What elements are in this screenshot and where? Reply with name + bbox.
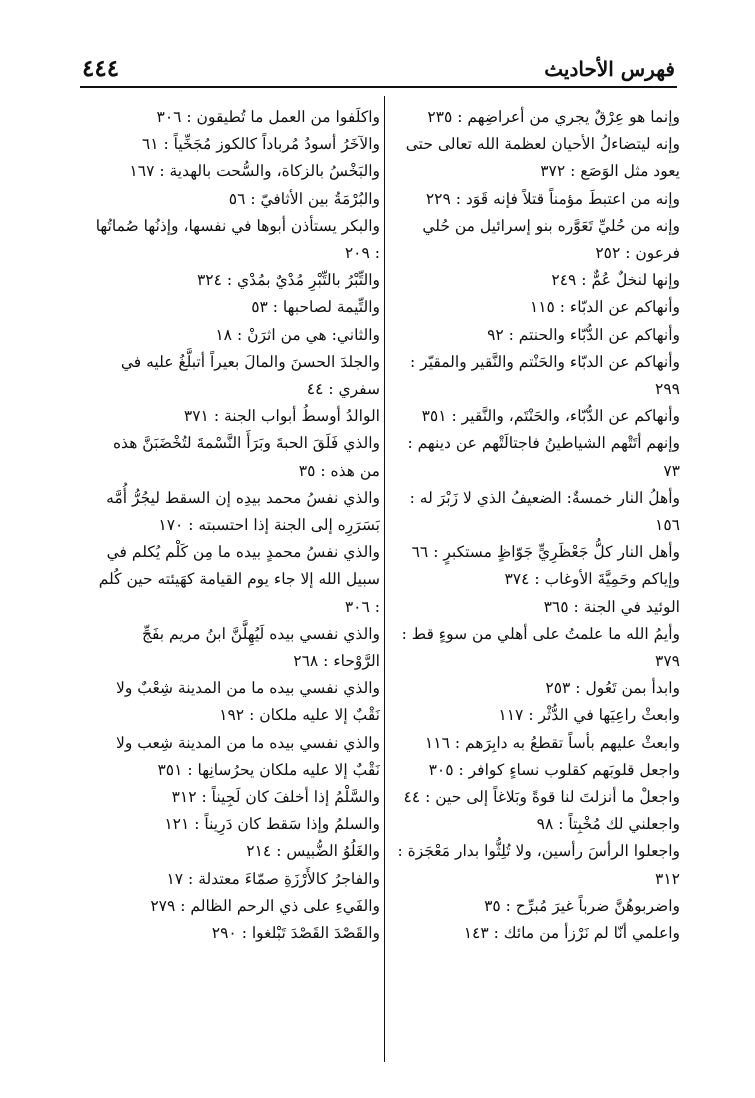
index-entry: واكلَفوا من العمل ما تُطيقون : ٣٠٦ (156, 108, 380, 126)
index-entry: وأهلُ النار خمسةٌ: الضعيفُ الذي لا زَبْرَ له : ١٥٦ (409, 488, 680, 535)
index-entry: وابدأ بمن تَعُول : ٢٥٣ (545, 679, 680, 698)
index-entry: واجعلني لك مُخْبِتاً : ٩٨ (536, 815, 680, 834)
index-entry: والقَصْدَ القَصْدَ تَبْلغوا : ٢٩٠ (211, 924, 380, 943)
header-rule (80, 86, 677, 88)
index-entry: وإنه من حُليِّ تَعَوَّره بنو إسرائيل من حُلي فرعون : ٢٥٢ (422, 216, 680, 263)
index-entry: والذي فَلَقَ الحبةَ وبَرَأَ النَّسْمةَ لتُخْضَبَنَّ هذه من هذه : ٣٥ (112, 434, 380, 480)
index-entry: والآخَرُ أسودُ مُرباداً كالكوز مُجَخِّياً : ٦١ (141, 135, 380, 154)
left-column (92, 104, 380, 947)
index-entry: والذي نفسُ محمد بيدِه إن السقط ليجُرُّ أُمَّه بَسَرَرِه إلى الجنة إذا احتسبته : ١٧٠ (106, 488, 380, 535)
index-entry: وأنهاكم عن الدُّبّاء والحنتم : ٩٢ (487, 325, 680, 344)
index-entry: الوئيد في الجنة : ٣٦٥ (543, 597, 680, 616)
running-title: فهرس الأحاديث (544, 57, 675, 81)
index-entry: وابعثْ عليهم بأساً تقطعُ به دابِرَهم : ١١٦ (424, 733, 680, 752)
index-entry: واضربوهُنَّ ضرباً غيرَ مُبرِّح : ٣٥ (484, 896, 680, 915)
index-entry: وإنها لنخلٌ عُمٌّ : ٢٤٩ (551, 271, 680, 290)
index-entry: وأهل النار كلُّ جَعْظَرِيٍّ جَوّاظٍ مستكبرٍ : ٦٦ (411, 543, 680, 562)
index-entry: وأيمُ الله ما علمتُ على أهلي من سوءٍ قط : ٣٧٩ (401, 624, 680, 671)
index-entry: وإنه من اعتبطَ مؤمناً قتلاً فإنه قَوَد : ٢٢٩ (425, 189, 680, 208)
page-number: ٤٤٤ (82, 55, 120, 82)
index-entry: واعلمي أنّا لم نَرْزأ من مائك : ١٤٣ (463, 924, 680, 943)
index-entry: والسَّلْمُ إذا أخلفَ كان لَجِيناً : ٣١٢ (171, 788, 380, 807)
index-entry: والفاجرُ كالأَرْزَةِ صمّاءَ معتدلة : ١٧ (166, 869, 380, 888)
index-entry: وأنهاكم عن الدُّبّاء، والحَنْتَم، والنَّقير : ٣٥١ (421, 407, 680, 426)
index-entry: واجعلوا الرأسَ رأسين، ولا تُلِثُّوا بدار مَعْجَزة : ٣١٢ (397, 842, 680, 888)
index-entry: والجلدَ الحسنَ والمالَ بعيراً أتبلَّغُ عليه في سفري : ٤٤ (120, 352, 380, 399)
index-entry: وأنهاكم عن الدبّاء والحَنْتم والنَّقير والمقيّر : ٢٩٩ (410, 352, 680, 399)
index-entry: والفَيءِ على ذي الرحم الظالم : ٢٧٩ (150, 896, 380, 915)
index-entry: والذي نفسي بيده ما من المدينة شِعْبٌ ولا نَقْبٌ إلا عليه ملكان : ١٩٢ (116, 679, 380, 725)
index-entry: وإنه ليتضاءلُ الأحيان لعظمة الله تعالى حتى يعود مثل الوَصَع : ٣٧٢ (405, 135, 680, 181)
index-entry: وأنهاكم عن الدبّاء : ١١٥ (529, 298, 680, 317)
index-entry: واجعلْ ما أنزلتَ لنا قوةً وبَلاغاً إلى حين : ٤٤ (403, 788, 680, 807)
index-entry: الوالدُ أوسطُ أبواب الجنة : ٣٧١ (183, 407, 380, 426)
index-entry: والبَخْسُ بالزكاة، والسُّحت بالهدية : ١٦٧ (129, 162, 380, 181)
index-entry: وإنما هو عِرْقٌ يجري من أعراضِهم : ٢٣٥ (427, 108, 680, 126)
index-entry: والسلمُ وإذا سَقط كان دَرِيناً : ١٢١ (164, 815, 380, 834)
index-entry: والبكر يستأذن أبوها في نفسها، وإذنُها صُماتُها : ٢٠٩ (95, 216, 380, 263)
index-entry: والذي نفسُ محمدٍ بيده ما مِن كَلْم يُكلم في سبيل الله إلا جاء يوم القيامة كهَيئته حين كُلم : ٣٠٦ (98, 543, 380, 616)
index-entry: والذي نفسي بيده ما من المدينة شِعب ولا نَقْبٌ إلا عليه ملكان يحرُسانِها : ٣٥١ (116, 733, 380, 779)
index-entry: وابعثْ راعِيَها في الدُّثْر : ١١٧ (498, 706, 680, 725)
column-divider (384, 96, 385, 1062)
index-entry: والبُرْمَةُ بين الأثافيّ : ٥٦ (228, 189, 380, 208)
index-entry: وإنهم أتَتْهم الشياطينُ فاجتالَتْهم عن دينهم : ٧٣ (407, 434, 680, 480)
page-header (82, 54, 675, 88)
index-entry: وإياكم وحَمِيَّةَ الأوغاب : ٣٧٤ (504, 570, 680, 589)
right-column (392, 104, 680, 947)
index-entry: واجعل قلوبَهم كقلوب نساءٍ كوافر : ٣٠٥ (428, 760, 680, 779)
index-entry: والثاني: هي من اثرَنْ : ١٨ (215, 325, 380, 344)
index-entry: والتِّبْرُ بالتِّبْرِ مُدْيٌ بمُدْي : ٣٢٤ (196, 271, 380, 290)
index-entry: والذي نفسي بيده لَيُهِلَّنَّ ابنُ مريم بفَجِّ الرَّوْحاء : ٢٦٨ (141, 624, 380, 671)
index-entry: والغَلُوُ الضُّبيس : ٢١٤ (246, 842, 380, 861)
index-entry: والتِّيمة لصاحبها : ٥٣ (251, 298, 380, 317)
